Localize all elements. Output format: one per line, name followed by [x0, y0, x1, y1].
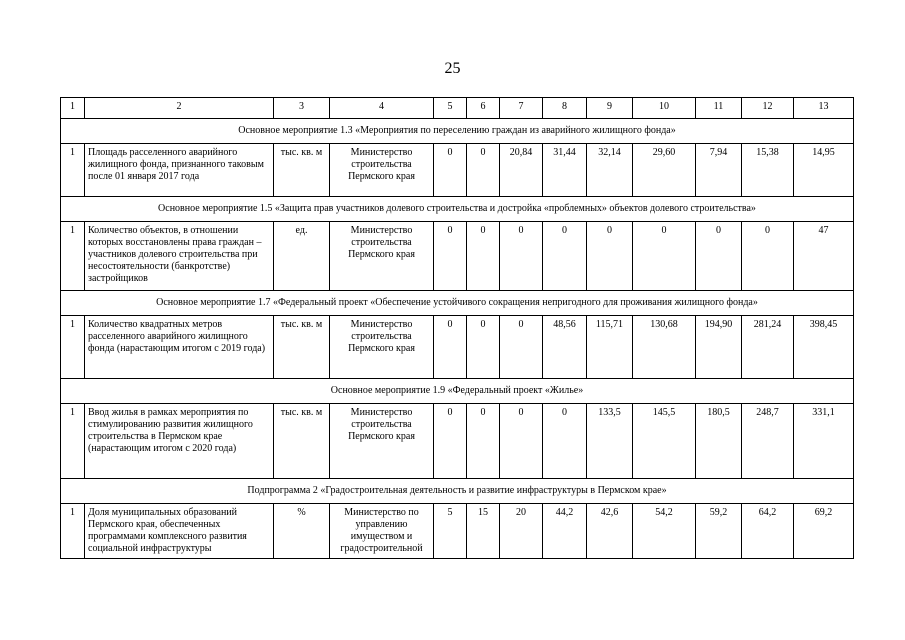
value-cell: 59,2	[696, 504, 742, 559]
value-cell: 64,2	[742, 504, 794, 559]
value-cell: 0	[500, 404, 543, 479]
indicators-table	[60, 97, 854, 559]
value-cell: 31,44	[543, 144, 587, 197]
unit-cell: тыс. кв. м	[274, 316, 330, 379]
table-row	[61, 404, 854, 479]
indicator-name: Количество квадратных метров расселенного аварийного жилищного фонда (нарастающим итогом с 2019 года)	[85, 316, 274, 379]
value-cell: 281,24	[742, 316, 794, 379]
indicator-name: Доля муниципальных образований Пермского края, обеспеченных программами комплексного развития социальной инфраструктуры	[85, 504, 274, 559]
table-header-row	[61, 98, 854, 119]
value-cell: 0	[467, 144, 500, 197]
value-cell: 0	[543, 404, 587, 479]
header-cell: 12	[742, 98, 794, 119]
value-cell: 32,14	[587, 144, 633, 197]
table-row	[61, 504, 854, 559]
value-cell: 130,68	[633, 316, 696, 379]
value-cell: 180,5	[696, 404, 742, 479]
value-cell: 5	[434, 504, 467, 559]
header-cell: 13	[794, 98, 854, 119]
organization-cell: Министерство строительства Пермского края	[330, 144, 434, 197]
value-cell: 42,6	[587, 504, 633, 559]
section-row	[61, 479, 854, 504]
value-cell: 14,95	[794, 144, 854, 197]
unit-cell: ед.	[274, 222, 330, 291]
row-number: 1	[61, 222, 85, 291]
header-cell: 11	[696, 98, 742, 119]
value-cell: 398,45	[794, 316, 854, 379]
indicator-name: Ввод жилья в рамках мероприятия по стимулированию развития жилищного строительства в Пермском крае (нарастающим итогом с 2020 года)	[85, 404, 274, 479]
value-cell: 248,7	[742, 404, 794, 479]
value-cell: 0	[500, 316, 543, 379]
value-cell: 69,2	[794, 504, 854, 559]
value-cell: 15	[467, 504, 500, 559]
value-cell: 47	[794, 222, 854, 291]
value-cell: 0	[467, 316, 500, 379]
table-row	[61, 316, 854, 379]
header-cell: 4	[330, 98, 434, 119]
value-cell: 331,1	[794, 404, 854, 479]
table-row	[61, 144, 854, 197]
header-cell: 5	[434, 98, 467, 119]
row-number: 1	[61, 404, 85, 479]
row-number: 1	[61, 144, 85, 197]
unit-cell: %	[274, 504, 330, 559]
organization-cell: Министерство по управлению имуществом и градостроительной	[330, 504, 434, 559]
organization-cell: Министерство строительства Пермского края	[330, 404, 434, 479]
value-cell: 0	[742, 222, 794, 291]
value-cell: 145,5	[633, 404, 696, 479]
value-cell: 7,94	[696, 144, 742, 197]
value-cell: 0	[543, 222, 587, 291]
header-cell: 10	[633, 98, 696, 119]
value-cell: 0	[467, 404, 500, 479]
section-row	[61, 197, 854, 222]
header-cell: 1	[61, 98, 85, 119]
header-cell: 3	[274, 98, 330, 119]
indicator-name: Площадь расселенного аварийного жилищного фонда, признанного таковым после 01 января 2017 года	[85, 144, 274, 197]
header-cell: 2	[85, 98, 274, 119]
row-number: 1	[61, 316, 85, 379]
row-number: 1	[61, 504, 85, 559]
page-number: 25	[444, 60, 461, 77]
value-cell: 20,84	[500, 144, 543, 197]
section-row	[61, 119, 854, 144]
section-title: Основное мероприятие 1.9 «Федеральный проект «Жилье»	[61, 379, 854, 404]
table-row	[61, 222, 854, 291]
value-cell: 20	[500, 504, 543, 559]
value-cell: 0	[500, 222, 543, 291]
value-cell: 44,2	[543, 504, 587, 559]
section-title: Подпрограмма 2 «Градостроительная деятельность и развитие инфраструктуры в Пермском крае»	[61, 479, 854, 504]
value-cell: 0	[587, 222, 633, 291]
value-cell: 54,2	[633, 504, 696, 559]
section-row	[61, 291, 854, 316]
section-title: Основное мероприятие 1.5 «Защита прав участников долевого строительства и достройка «проблемных» объектов долевого строительства»	[61, 197, 854, 222]
header-cell: 7	[500, 98, 543, 119]
value-cell: 29,60	[633, 144, 696, 197]
unit-cell: тыс. кв. м	[274, 404, 330, 479]
value-cell: 0	[434, 404, 467, 479]
value-cell: 0	[434, 222, 467, 291]
value-cell: 0	[696, 222, 742, 291]
value-cell: 0	[633, 222, 696, 291]
value-cell: 0	[434, 144, 467, 197]
value-cell: 0	[434, 316, 467, 379]
section-row	[61, 379, 854, 404]
header-cell: 8	[543, 98, 587, 119]
organization-cell: Министерство строительства Пермского края	[330, 222, 434, 291]
section-title: Основное мероприятие 1.3 «Мероприятия по переселению граждан из аварийного жилищного фонда»	[61, 119, 854, 144]
value-cell: 133,5	[587, 404, 633, 479]
value-cell: 115,71	[587, 316, 633, 379]
section-title: Основное мероприятие 1.7 «Федеральный проект «Обеспечение устойчивого сокращения непригодного для проживания жилищного фонда»	[61, 291, 854, 316]
header-cell: 6	[467, 98, 500, 119]
indicator-name: Количество объектов, в отношении которых восстановлены права граждан – участников долевого строительства при несостоятельности (банкротстве) застройщиков	[85, 222, 274, 291]
organization-cell: Министерство строительства Пермского края	[330, 316, 434, 379]
value-cell: 194,90	[696, 316, 742, 379]
value-cell: 0	[467, 222, 500, 291]
value-cell: 15,38	[742, 144, 794, 197]
value-cell: 48,56	[543, 316, 587, 379]
unit-cell: тыс. кв. м	[274, 144, 330, 197]
header-cell: 9	[587, 98, 633, 119]
